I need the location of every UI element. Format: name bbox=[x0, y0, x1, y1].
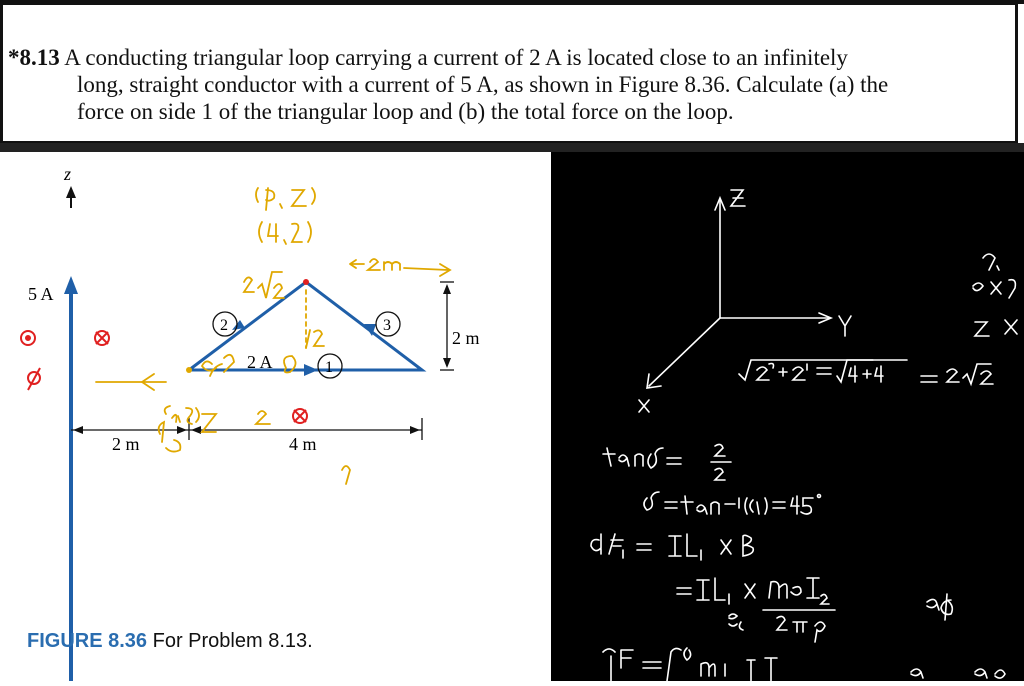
figure-caption bbox=[27, 630, 313, 653]
figure-svg bbox=[0, 152, 551, 681]
height-dimension-label: 2 m bbox=[452, 328, 480, 348]
separator-bar bbox=[0, 143, 1024, 152]
conductor-current-arrow bbox=[64, 276, 78, 294]
corner-dot bbox=[186, 367, 192, 373]
handwritten-notes bbox=[591, 190, 1017, 681]
current-5a-label: 5 A bbox=[28, 284, 54, 304]
base-dimension-label: 4 m bbox=[289, 434, 317, 454]
handwritten-notes-panel bbox=[551, 152, 1024, 681]
side1-current-arrow bbox=[304, 364, 318, 376]
side2-label: 2 bbox=[220, 317, 228, 334]
problem-line-2: long, straight conductor with a current of 5 A, as shown in Figure 8.36. Calculate (a) the bbox=[77, 72, 889, 97]
z-axis-arrowhead bbox=[66, 186, 76, 198]
notes-svg bbox=[551, 152, 1024, 681]
z-axis-label: z bbox=[64, 164, 72, 184]
problem-text-1: A conducting triangular loop carrying a current of 2 A is located close to an infinitely bbox=[64, 45, 848, 70]
figure-caption-label: FIGURE 8.36 bbox=[27, 630, 148, 652]
current-2a-label: 2 A bbox=[247, 352, 273, 372]
problem-number: *8.13 bbox=[8, 45, 60, 70]
gap-dimension-label: 2 m bbox=[112, 434, 140, 454]
side3-label: 3 bbox=[383, 317, 391, 334]
apex-dot bbox=[303, 279, 309, 285]
figure-panel bbox=[0, 152, 551, 681]
problem-statement bbox=[8, 44, 1008, 125]
figure-caption-text: For Problem 8.13. bbox=[147, 630, 313, 652]
problem-line-1 bbox=[8, 44, 1008, 71]
problem-line-3: force on side 1 of the triangular loop and (b) the total force on the loop. bbox=[77, 99, 734, 124]
handwritten-annotations bbox=[96, 188, 450, 484]
side1-label: 1 bbox=[325, 359, 333, 376]
